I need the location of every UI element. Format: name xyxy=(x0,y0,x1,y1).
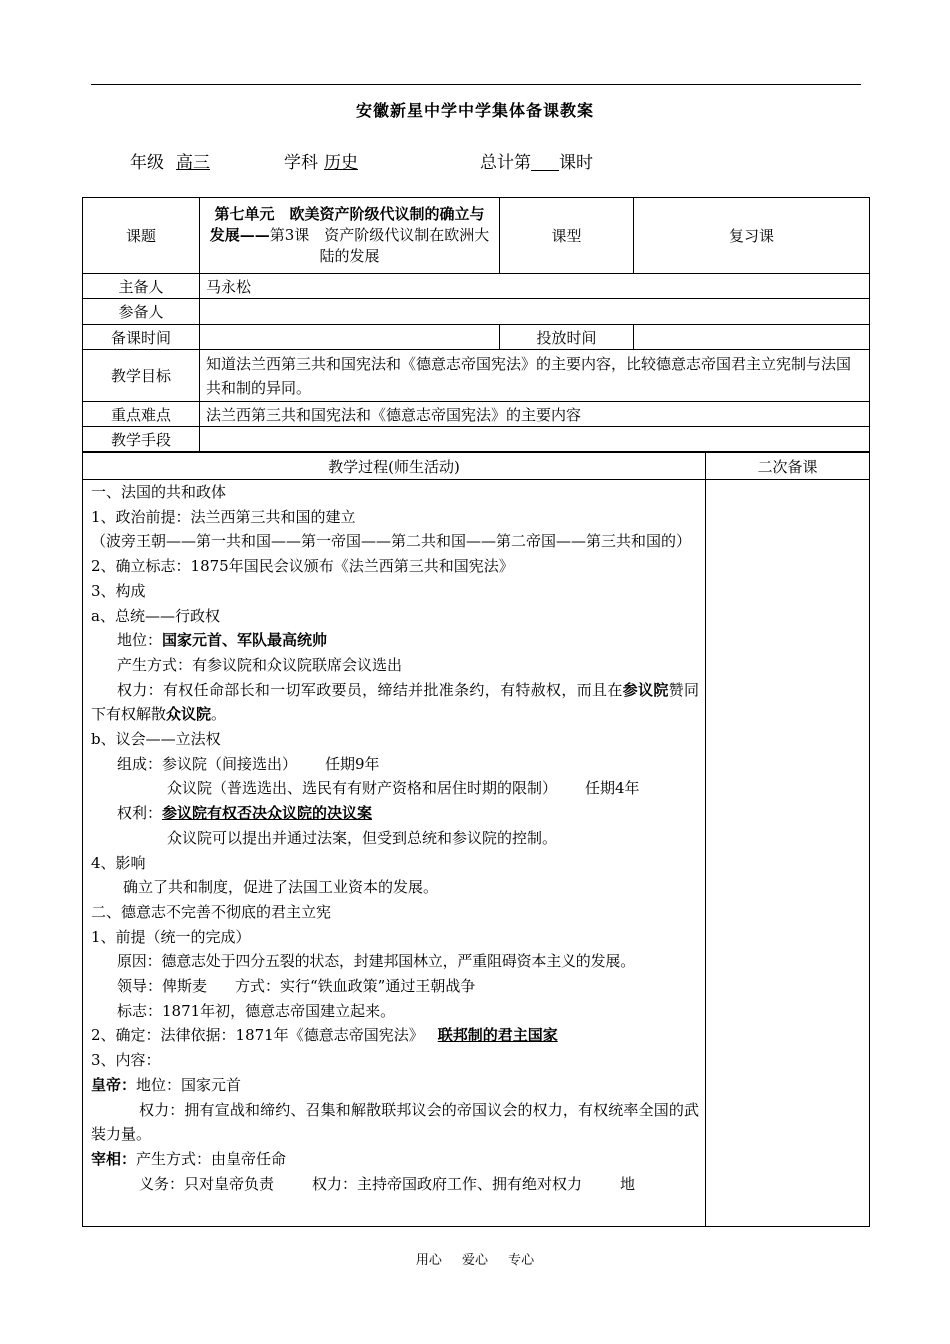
list-item: 确立了共和制度，促进了法国工业资本的发展。 xyxy=(123,878,439,897)
footer-word: 用心 xyxy=(415,1253,442,1268)
list-item xyxy=(91,1023,699,1048)
process-header: 教学过程(师生活动) xyxy=(83,453,706,480)
list-item xyxy=(91,752,699,777)
text-span: 任期9年 xyxy=(325,754,380,773)
text-span: 领导：俾斯麦 xyxy=(117,977,208,996)
participants-label: 参备人 xyxy=(83,299,200,325)
process-header-row xyxy=(83,453,870,480)
text-span: 产生方式：由皇帝任命 xyxy=(136,1149,287,1168)
list-item: 标志：1871年初，德意志帝国建立起来。 xyxy=(117,1001,396,1020)
bold-span: 众议院 xyxy=(166,705,212,724)
footer-word: 专心 xyxy=(508,1253,535,1268)
topic-lesson: 第3课 资产阶级代议制在欧洲大陆的发展 xyxy=(269,226,490,265)
list-item: 产生方式：有参议院和众议院联席会议选出 xyxy=(117,655,403,674)
bold-span: 皇帝： xyxy=(91,1075,137,1094)
hours-blank xyxy=(531,153,559,171)
text-span: 方式：实行“铁血政策”通过王朝战争 xyxy=(235,977,476,996)
lead-value: 马永松 xyxy=(200,274,870,299)
page-footer xyxy=(0,1249,950,1268)
list-item: a、总统——行政权 xyxy=(91,606,220,625)
text-span: 众议院（普选选出、选民有有财产资格和居住时期的限制） xyxy=(167,779,558,798)
text-span: 权力：有权任命部长和一切军政要员，缔结并批准条约，有特赦权，而且在 xyxy=(117,680,623,699)
list-item: （波旁王朝——第一共和国——第一帝国——第二共和国——第二帝国——第三共和国的） xyxy=(91,532,692,551)
list-item xyxy=(91,1147,699,1172)
teaching-process-table xyxy=(82,452,870,1227)
topic-unit: 第七单元 欧美资产阶级代议制的确立与发展—— xyxy=(209,205,485,244)
bold-underline-span: 联邦制的君主国家 xyxy=(437,1026,558,1045)
time-row xyxy=(83,325,870,350)
grade-value: 高三 xyxy=(176,153,210,173)
subject-field xyxy=(284,148,396,173)
topic-row xyxy=(83,198,870,274)
bold-span: 国家元首、军队最高统帅 xyxy=(162,631,328,650)
text-span: 任期4年 xyxy=(585,779,640,798)
text-span: 地 xyxy=(620,1174,636,1193)
section-heading: 二、德意志不完善不彻底的君主立宪 xyxy=(91,902,332,921)
list-item: 4、影响 xyxy=(91,853,146,872)
list-item: 1、政治前提：法兰西第三共和国的建立 xyxy=(91,507,356,526)
list-item xyxy=(91,678,699,727)
list-item: b、议会——立法权 xyxy=(91,730,221,749)
objective-value: 知道法兰西第三共和国宪法和《德意志帝国宪法》的主要内容，比较德意志帝国君主立宪制与法国共和制的异同。 xyxy=(200,350,870,402)
text-span: 地位： xyxy=(117,631,163,650)
bold-span: 宰相： xyxy=(91,1149,137,1168)
means-label: 教学手段 xyxy=(83,427,200,452)
second-prep-content xyxy=(706,480,870,1227)
type-label: 课型 xyxy=(500,198,634,274)
participants-value xyxy=(200,299,870,325)
list-item xyxy=(91,1172,699,1197)
prep-time-label: 备课时间 xyxy=(83,325,200,350)
delivery-time-value xyxy=(634,325,870,350)
type-value: 复习课 xyxy=(634,198,870,274)
objective-row xyxy=(83,350,870,402)
header-rule xyxy=(91,84,861,85)
text-span: 权力：主持帝国政府工作、拥有绝对权力 xyxy=(312,1174,583,1193)
process-content xyxy=(83,480,706,1227)
list-item xyxy=(91,628,699,653)
key-label: 重点难点 xyxy=(83,402,200,427)
text-span: 。 xyxy=(211,705,227,724)
list-item: 3、构成 xyxy=(91,581,146,600)
hours-suffix: 课时 xyxy=(559,153,593,173)
list-item: 众议院可以提出并通过法案，但受到总统和参议院的控制。 xyxy=(167,828,558,847)
objective-label: 教学目标 xyxy=(83,350,200,402)
section-heading: 一、法国的共和政体 xyxy=(91,483,227,501)
lead-row xyxy=(83,274,870,299)
topic-value xyxy=(200,198,500,274)
subject-value: 历史 xyxy=(324,153,358,173)
grade-label: 年级 xyxy=(130,153,164,173)
list-item xyxy=(91,974,699,999)
means-row xyxy=(83,427,870,452)
list-item xyxy=(91,1073,699,1098)
text-span: 2、确定：法律依据：1871年《德意志帝国宪法》 xyxy=(91,1026,424,1045)
hours-prefix: 总计第 xyxy=(480,153,531,173)
list-item: 2、确立标志：1875年国民会议颁布《法兰西第三共和国宪法》 xyxy=(91,557,514,576)
process-body-row xyxy=(83,480,870,1227)
bold-span: 参议院 xyxy=(622,680,669,699)
bold-underline-span: 参议院有权否决众议院的决议案 xyxy=(162,804,373,823)
participants-row xyxy=(83,299,870,325)
lead-label: 主备人 xyxy=(83,274,200,299)
lesson-info-table xyxy=(82,197,870,452)
key-value: 法兰西第三共和国宪法和《德意志帝国宪法》的主要内容 xyxy=(200,402,870,427)
grade-field xyxy=(130,148,240,173)
key-row xyxy=(83,402,870,427)
means-value xyxy=(200,427,870,452)
list-item: 原因：德意志处于四分五裂的状态，封建邦国林立，严重阻碍资本主义的发展。 xyxy=(117,952,636,971)
subject-label: 学科 xyxy=(284,153,318,173)
text-span: 地位：国家元首 xyxy=(136,1075,242,1094)
topic-label: 课题 xyxy=(83,198,200,274)
list-item xyxy=(91,776,699,801)
list-item: 3、内容： xyxy=(91,1051,161,1070)
text-span: 义务：只对皇帝负责 xyxy=(139,1174,275,1193)
prep-time-value xyxy=(200,325,500,350)
list-item: 1、前提（统一的完成） xyxy=(91,927,251,946)
text-span: 组成：参议院（间接选出） xyxy=(117,754,298,773)
document-title: 安徽新星中学中学集体备课教案 xyxy=(355,101,594,120)
delivery-time-label: 投放时间 xyxy=(500,325,634,350)
list-item: 权力：拥有宣战和缔约、召集和解散联邦议会的帝国议会的权力，有权统率全国的武装力量。 xyxy=(91,1100,699,1144)
list-item xyxy=(91,801,699,826)
footer-word: 爱心 xyxy=(461,1253,488,1268)
hours-field xyxy=(480,148,593,173)
text-span: 权利： xyxy=(117,804,163,823)
second-prep-header: 二次备课 xyxy=(706,453,870,480)
text-span: 赞同下有权解散 xyxy=(91,680,699,724)
